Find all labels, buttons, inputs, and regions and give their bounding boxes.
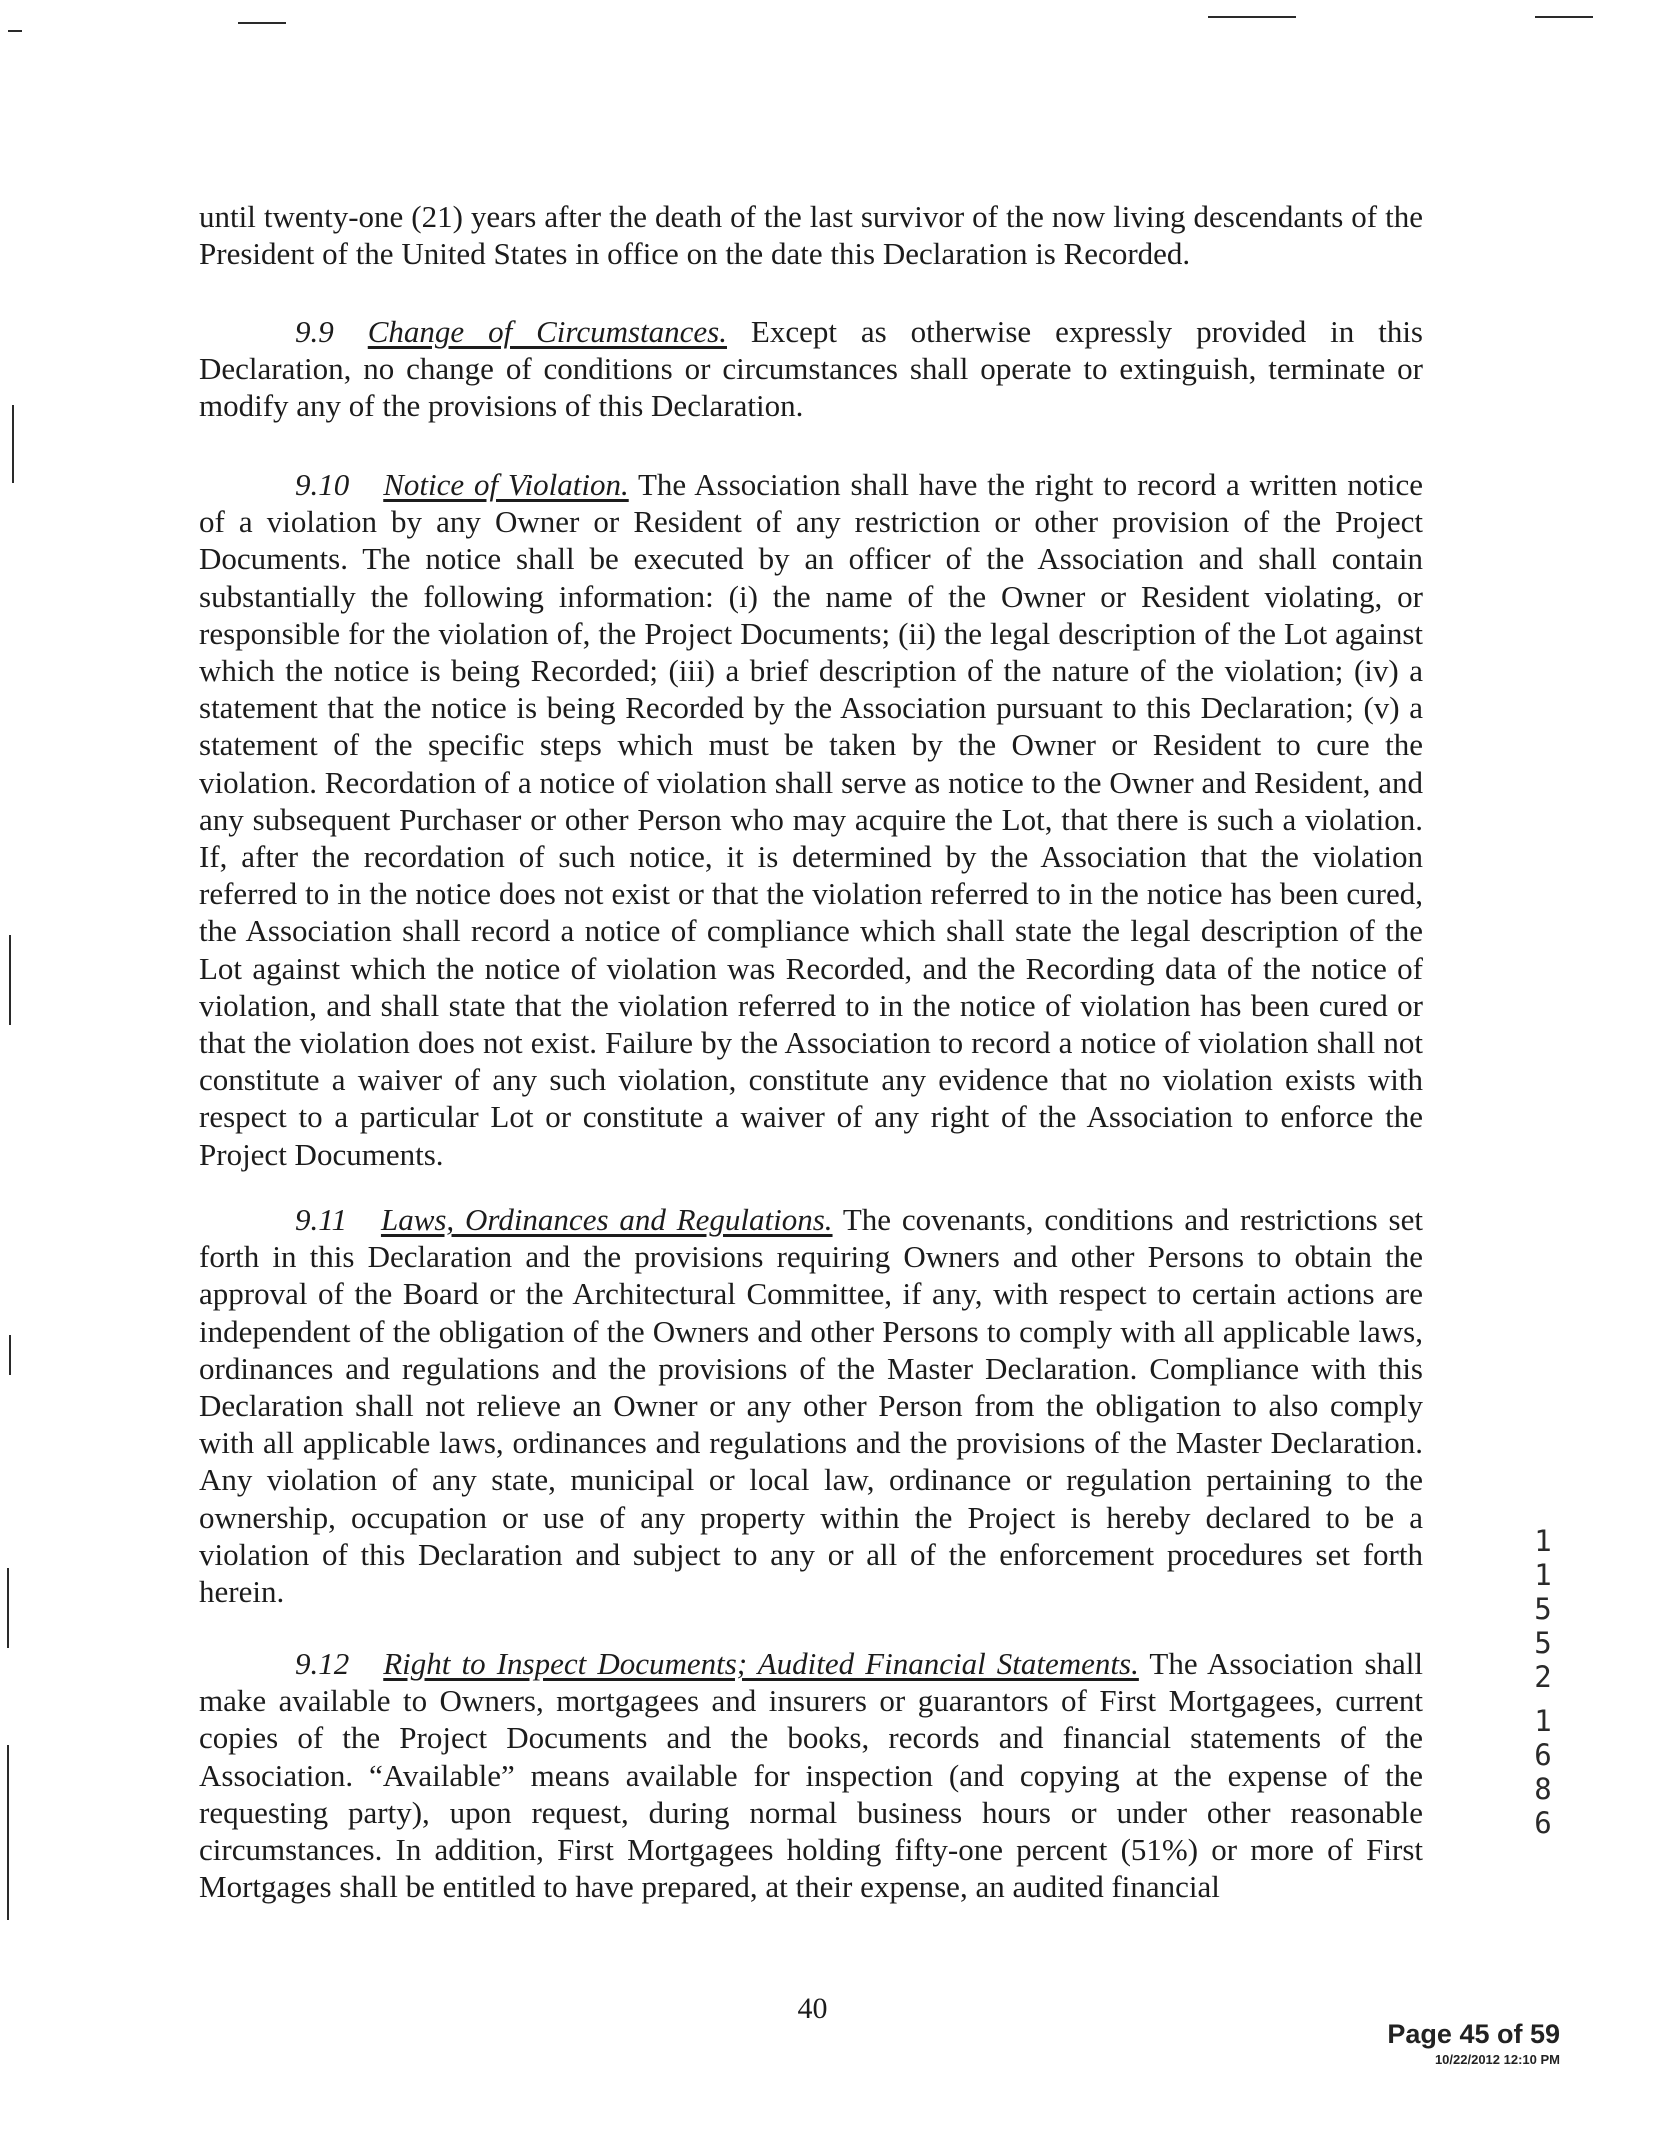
section-text: The Association shall have the right to record a written notice of a violation by any Owner or Resident of any restriction or other provision of the Project Documents. The notice shall be executed by an officer of the Association and shall contain substantially the following information: (i) the name of the Owner or Resident violating, or responsible for the violation of, the Project Documents; (ii) the legal description of the Lot against which the notice is being Recorded; (iii) a brief description of the nature of the violation; (iv) a statement that the notice is being Recorded by the Association pursuant to this Declaration; (v) a statement of the specific steps which must be taken by the Owner or Resident to cure the violation. Recordation of a notice of violation shall serve as notice to the Owner and Resident, and any subsequent Purchaser or other Person who may acquire the Lot, that there is such a violation. If, after the recordation of such notice, it is determined by the Association that the violation referred to in the notice does not exist or that the violation referred to in the notice has been cured, the Association shall record a notice of compliance which shall state the legal description of the Lot against which the notice of violation was Recorded, and the Recording data of the notice of violation, and shall state that the violation referred to in the notice of violation has been cured or that the violation does not exist. Failure by the Association to record a notice of violation shall not constitute a waiver of any such violation, constitute any evidence that no violation exists with respect to a particular Lot or constitute a waiver of any right of the Association to enforce the Project Documents. <box>199 467 1423 1172</box>
recording-digit: 1 <box>1534 1704 1552 1738</box>
section-number: 9.11 <box>295 1202 347 1237</box>
section-9-9 <box>199 313 1423 425</box>
section-9-12 <box>199 1645 1423 1905</box>
recording-number-lower <box>1528 1704 1558 1840</box>
section-title: Laws, Ordinances and Regulations. <box>380 1202 833 1237</box>
section-text: The Association shall make available to Owners, mortgagees and insurers or guarantors of First Mortgagees, current copies of the Project Documents and the books, records and financial statements of the Association. “Available” means available for inspection (and copying at the expense of the requesting party), upon request, during normal business hours or under other reasonable circumstances. In addition, First Mortgagees holding fifty-one percent (51%) or more of First Mortgages shall be entitled to have prepared, at their expense, an audited financial <box>199 1646 1423 1905</box>
recording-digit: 6 <box>1534 1738 1552 1772</box>
section-title: Change of Circumstances. <box>367 314 727 349</box>
section-title: Right to Inspect Documents; Audited Financial Statements. <box>383 1646 1139 1681</box>
recording-digit: 5 <box>1534 1626 1552 1660</box>
scan-mark <box>7 1745 9 1920</box>
recording-number-upper <box>1528 1524 1558 1694</box>
page-count-stamp: Page 45 of 59 <box>1387 2019 1560 2049</box>
recording-digit: 8 <box>1534 1772 1552 1806</box>
recording-digit: 5 <box>1534 1592 1552 1626</box>
scan-mark <box>1535 16 1593 18</box>
scan-mark <box>12 405 14 483</box>
section-number: 9.10 <box>295 467 350 502</box>
recording-digit: 1 <box>1534 1558 1552 1592</box>
scan-mark <box>238 22 286 24</box>
scan-mark <box>9 1335 11 1375</box>
section-9-10 <box>199 466 1423 1173</box>
page-number: 40 <box>797 1992 828 2025</box>
section-text: Except as otherwise expressly provided in this Declaration, no change of conditions or circumstances shall operate to extinguish, terminate or modify any of the provisions of this Declaration. <box>199 314 1424 424</box>
datetime-stamp: 10/22/2012 12:10 PM <box>1434 2052 1560 2067</box>
recording-digit: 2 <box>1534 1660 1552 1694</box>
section-9-11 <box>199 1201 1423 1610</box>
recording-digit: 6 <box>1534 1806 1552 1840</box>
section-number: 9.9 <box>295 314 334 349</box>
scan-mark <box>9 935 11 1025</box>
recording-digit: 1 <box>1534 1524 1552 1558</box>
section-number: 9.12 <box>295 1646 350 1681</box>
intro-text: until twenty-one (21) years after the death of the last survivor of the now living descendants of the President of the United States in office on the date this Declaration is Recorded. <box>199 199 1423 272</box>
section-title: Notice of Violation. <box>383 467 629 502</box>
section-text: The covenants, conditions and restrictions set forth in this Declaration and the provisions requiring Owners and other Persons to obtain the approval of the Board or the Architectural Committee, if any, with respect to certain actions are independent of the obligation of the Owners and other Persons to comply with all applicable laws, ordinances and regulations and the provisions of the Master Declaration. Compliance with this Declaration shall not relieve an Owner or any other Person from the obligation to also comply with all applicable laws, ordinances and regulations and the provisions of the Master Declaration. Any violation of any state, municipal or local law, ordinance or regulation pertaining to the ownership, occupation or use of any property within the Project is hereby declared to be a violation of this Declaration and subject to any or all of the enforcement procedures set forth herein. <box>199 1202 1423 1610</box>
scan-mark <box>7 1568 9 1648</box>
scan-mark <box>1208 16 1296 18</box>
intro-paragraph <box>199 198 1423 272</box>
scan-mark <box>8 30 22 32</box>
